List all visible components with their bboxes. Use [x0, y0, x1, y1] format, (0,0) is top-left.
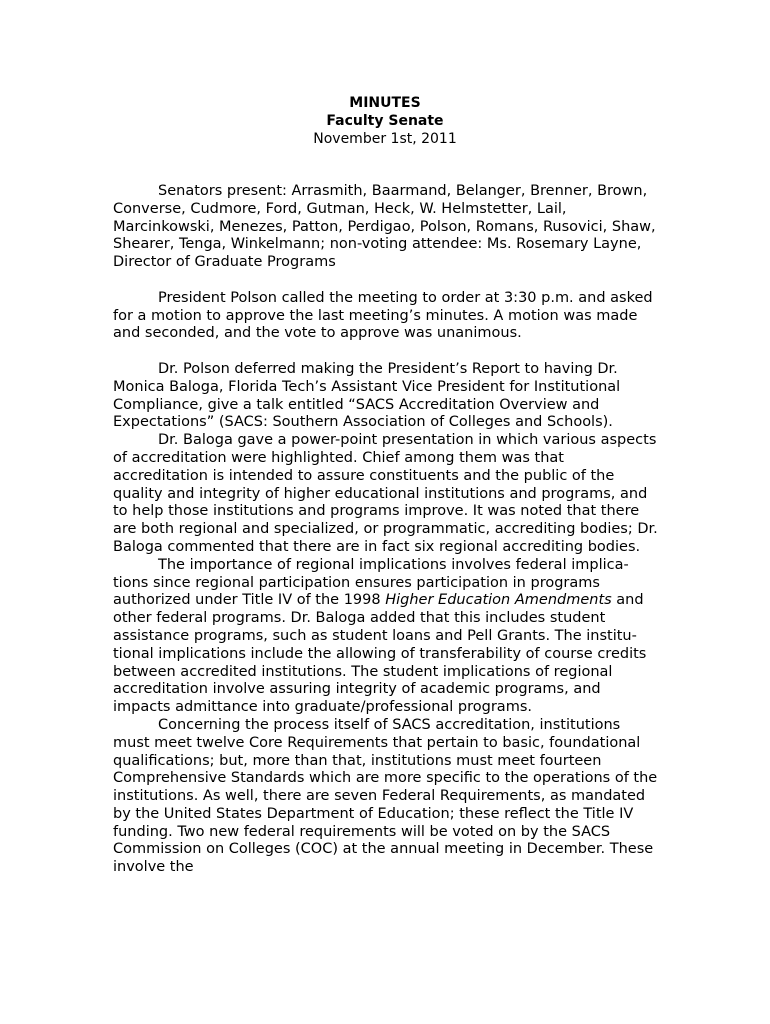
paragraph-sacs-process: Concerning the process itself of SACS accreditation, institutions must meet twelve Core Requirements that pertain to basic, foundational qualifications; but, more than that, institutions must meet fourteen Comprehensive Standards which are more specific to the operations of the institutions. As well, there are seven Federal Requirements, as mandated by the United States Department of Education; these reflect the Title IV funding. Two new federal requirements will be voted on by the SACS Commission on Colleges (COC) at the annual meeting in December. These involve the [113, 716, 658, 876]
document-header [0, 94, 770, 148]
paragraph-accreditation-overview: Dr. Baloga gave a power-point presentation in which various aspects of accreditation were highlighted. Chief among them was that accreditation is intended to assure constituents and the public of the quality and integrity of higher educational institutions and programs, and to help those institutions and programs improve. It was noted that there are both regional and specialized, or programmatic, accrediting bodies; Dr. Baloga commented that there are in fact six regional accrediting bodies. [113, 432, 658, 555]
paragraph-presidents-report: Dr. Polson deferred making the President’s Report to having Dr. Monica Baloga, Florida Tech’s Assistant Vice President for Institutional Compliance, give a talk entitled “SACS Accreditation Overview and Expectations” (SACS: Southern Association of Colleges and Schools). [113, 360, 621, 431]
document-title: MINUTES [349, 95, 421, 111]
text-segment: and other federal programs. Dr. Baloga added that this includes student assistance programs, such as student loans and Pell Grants. The institu-tional implications include the allowing of transferability of course credits between accredited institutions. The student implications of regional accreditation involve assuring integrity of academic programs, and impacts admittance into graduate/professional programs. [113, 592, 647, 716]
minutes-body [113, 183, 658, 877]
meeting-date: November 1st, 2011 [313, 131, 457, 147]
italic-title: Higher Education Amendments [385, 592, 612, 609]
text-segment: The importance of regional implications involves federal implica-tions since regional participation ensures participation in programs authorized under Title IV of the 1998 [113, 556, 629, 609]
document-subtitle: Faculty Senate [326, 113, 444, 129]
paragraph-attendance: Senators present: Arrasmith, Baarmand, Belanger, Brenner, Brown, Converse, Cudmore, Ford, Gutman, Heck, W. Helmstetter, Lail, Marcinkowski, Menezes, Patton, Perdigao, Polson, Romans, Rusovici, Shaw, Shearer, Tenga, Winkelmann; non-voting attendee: Ms. Rosemary Layne, Director of Graduate Programs [113, 183, 656, 271]
paragraph-call-to-order: President Polson called the meeting to order at 3:30 p.m. and asked for a motion to approve the last meeting’s minutes. A motion was made and seconded, and the vote to approve was unanimous. [113, 289, 653, 342]
paragraph-regional-implications [113, 557, 658, 717]
